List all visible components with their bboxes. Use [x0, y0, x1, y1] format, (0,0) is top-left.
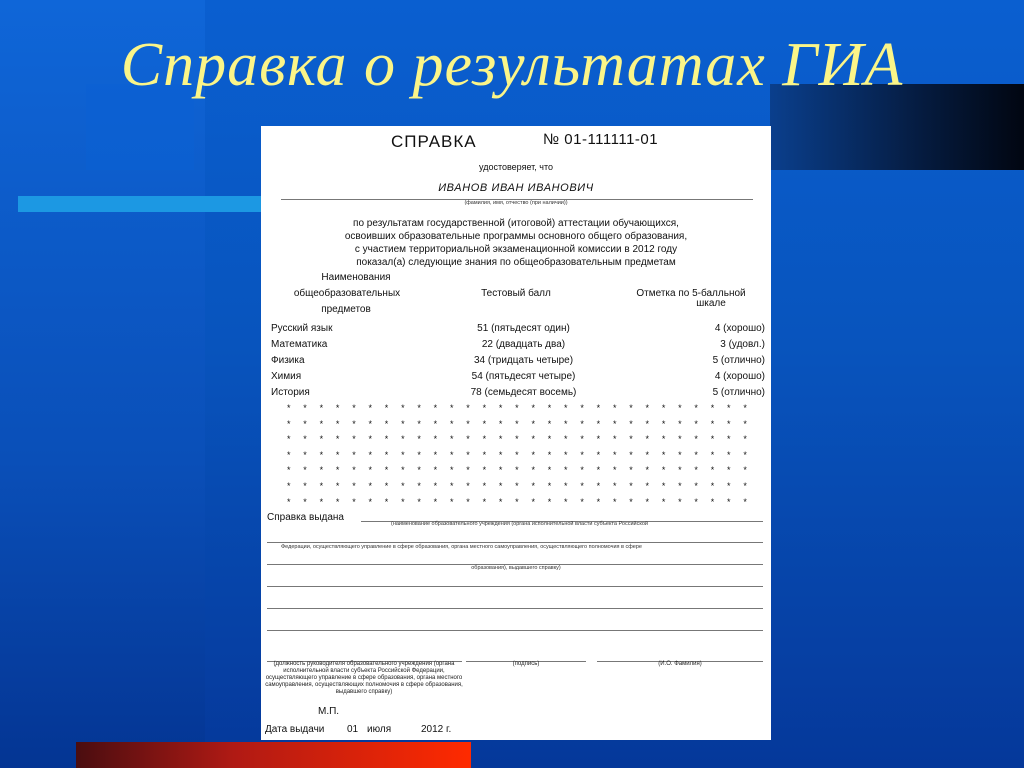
asterisk-row: * * * * * * * * * * * * * * * * * * * * * * * * * * * * * — [287, 465, 747, 476]
asterisk-row: * * * * * * * * * * * * * * * * * * * * * * * * * * * * * — [287, 449, 747, 460]
column-header-mark-1: Отметка по 5-балльной — [636, 288, 746, 299]
slide-title: Справка о результатах ГИА — [120, 31, 904, 99]
row-3-score: 34 (тридцать четыре) — [473, 355, 574, 366]
certificate-document — [261, 126, 771, 740]
background-red-bar — [76, 742, 471, 768]
row-2-score: 22 (двадцать два) — [481, 339, 566, 350]
asterisk-row: * * * * * * * * * * * * * * * * * * * * * * * * * * * * * — [287, 403, 747, 413]
row-2-mark: 3 (удовл.) — [720, 339, 765, 350]
asterisk-row: * * * * * * * * * * * * * * * * * * * * * * * * * * * * * — [287, 480, 747, 491]
certificate-number: № 01-111111-01 — [543, 131, 659, 148]
signature-caption: (подпись) — [512, 661, 540, 667]
body-line-3: с участием территориальной экзаменационной комиссии в 2012 году — [354, 244, 678, 255]
issued-line-2 — [267, 542, 763, 543]
row-5-score: 78 (семьдесят восемь) — [470, 387, 577, 398]
row-3-subject: Физика — [271, 355, 305, 366]
column-header-subject-1: Наименования — [321, 272, 391, 283]
blank-line-2 — [267, 608, 763, 609]
row-1-subject: Русский язык — [271, 323, 333, 334]
asterisk-row: * * * * * * * * * * * * * * * * * * * * * * * * * * * * * — [287, 418, 747, 429]
issue-date-label: Дата выдачи — [265, 724, 325, 735]
row-1-score: 51 (пятьдесят один) — [477, 323, 570, 334]
filler-asterisks — [287, 401, 747, 510]
issued-caption-2: Федерации, осуществляющего управление в сфере образования, органа местного самоуправления, осуществляющего полномочия в сфере — [281, 544, 642, 550]
certificate-heading: СПРАВКА — [391, 132, 477, 151]
asterisk-row: * * * * * * * * * * * * * * * * * * * * * * * * * * * * * — [287, 496, 747, 507]
signature-name-caption: (И.О. Фамилия) — [658, 661, 702, 667]
student-full-name: ИВАНОВ ИВАН ИВАНОВИЧ — [438, 182, 594, 194]
asterisk-row: * * * * * * * * * * * * * * * * * * * * * * * * * * * * * — [287, 434, 747, 445]
stamp-place: М.П. — [318, 706, 340, 717]
row-5-subject: История — [271, 387, 310, 398]
name-caption: (фамилия, имя, отчество (при наличии)) — [464, 200, 568, 206]
column-header-subject-3: предметов — [321, 304, 371, 315]
issued-caption-1: (наименование образовательного учреждения (органа исполнительной власти субъекта Российской — [391, 521, 648, 527]
column-header-score: Тестовый балл — [481, 288, 551, 299]
blank-line-3 — [267, 630, 763, 631]
body-line-4: показал(а) следующие знания по общеобразовательным предметам — [356, 257, 676, 268]
row-3-mark: 5 (отлично) — [712, 355, 765, 366]
signature-position-caption: (должность руководителя образовательного учреждения (органа исполнительной власти субъекта Российской Федерации, осуществляющего управление в сфере образования, органа местного самоуправления, осуществляющих полномочия в сфере образования, выдавшего справку) — [265, 661, 463, 695]
issue-year: 2012 г. — [421, 724, 452, 735]
row-4-score: 54 (пятьдесят четыре) — [471, 371, 576, 382]
body-line-1: по результатам государственной (итоговой) аттестации обучающихся, — [353, 218, 679, 229]
column-header-mark-2: шкале — [696, 298, 726, 309]
certifies-text: удостоверяет, что — [479, 162, 553, 172]
issue-month: июля — [367, 724, 392, 735]
blank-line-1 — [267, 586, 763, 587]
background-cyan-bar — [18, 196, 263, 212]
issue-day: 01 — [347, 724, 359, 735]
row-4-mark: 4 (хорошо) — [714, 371, 765, 382]
row-4-subject: Химия — [271, 371, 302, 382]
row-5-mark: 5 (отлично) — [712, 387, 765, 398]
issued-label: Справка выдана — [267, 512, 344, 523]
row-1-mark: 4 (хорошо) — [714, 323, 765, 334]
row-2-subject: Математика — [271, 339, 328, 350]
body-line-2: освоивших образовательные программы основного общего образования, — [344, 231, 688, 242]
issued-caption-3: образования), выдавшего справку) — [471, 565, 561, 571]
column-header-subject-2: общеобразовательных — [293, 288, 401, 299]
